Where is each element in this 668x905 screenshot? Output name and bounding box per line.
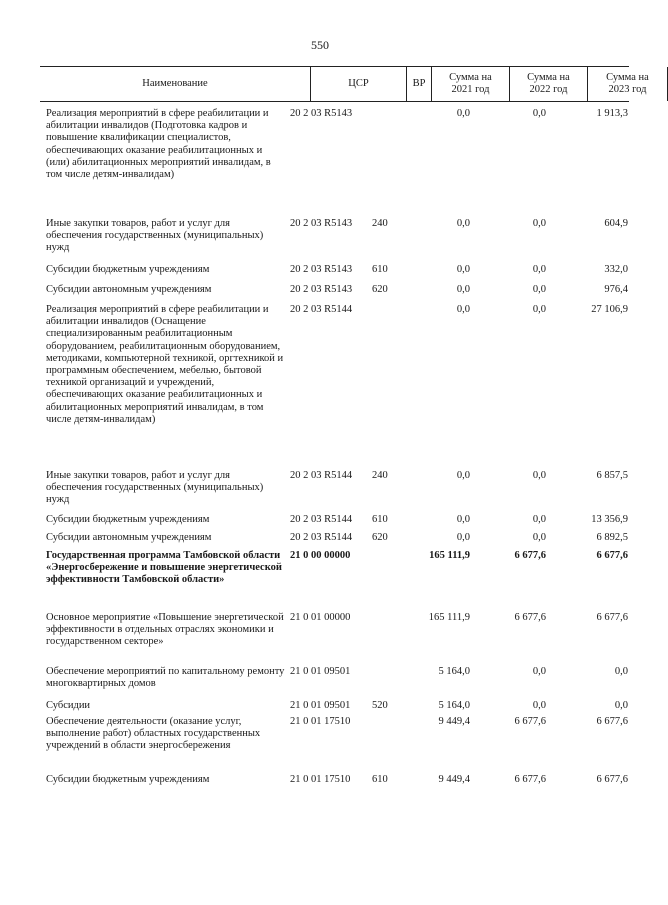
row-sum-2023: 976,4 (604, 284, 628, 295)
row-csr: 20 2 03 R5144 (290, 514, 353, 525)
row-csr: 20 2 03 R5144 (290, 304, 353, 315)
header-sum-2023: Сумма на 2023 год (587, 67, 668, 101)
header-sum-2021: Сумма на 2021 год (431, 67, 509, 101)
row-sum-2021: 0,0 (456, 108, 470, 119)
row-sum-2023: 6 677,6 (596, 774, 628, 785)
row-sum-2022: 0,0 (532, 666, 546, 677)
row-sum-2022: 0,0 (532, 218, 546, 229)
row-sum-2022: 6 677,6 (514, 550, 546, 561)
row-sum-2023: 332,0 (604, 264, 628, 275)
row-sum-2021: 9 449,4 (438, 716, 470, 727)
row-sum-2021: 5 164,0 (438, 700, 470, 711)
row-name: Субсидии бюджетным учреждениям (46, 774, 210, 785)
row-csr: 21 0 01 09501 (290, 666, 351, 677)
row-sum-2023: 27 106,9 (591, 304, 628, 315)
row-sum-2021: 0,0 (456, 218, 470, 229)
row-sum-2023: 1 913,3 (596, 108, 628, 119)
row-vr: 620 (372, 532, 388, 543)
row-sum-2021: 9 449,4 (438, 774, 470, 785)
row-csr: 20 2 03 R5143 (290, 264, 353, 275)
row-sum-2023: 0,0 (614, 666, 628, 677)
row-name: Субсидии (46, 700, 91, 711)
row-name: Субсидии бюджетным учреждениям (46, 514, 210, 525)
row-vr: 610 (372, 514, 388, 525)
row-name: Реализация мероприятий в сфере реабилитации и абилитации инвалидов (Подготовка кадров и повышение квалификации специалистов, обеспечивающих оказание реабилитационных и (или) абилитационных мероприятий инвалидам, в том числе детям-инвалидам) (46, 108, 271, 181)
page-number: 550 (311, 38, 329, 52)
row-csr: 21 0 01 00000 (290, 612, 351, 623)
row-sum-2022: 0,0 (532, 514, 546, 525)
row-sum-2023: 0,0 (614, 700, 628, 711)
row-sum-2022: 0,0 (532, 284, 546, 295)
row-vr: 610 (372, 264, 388, 275)
row-sum-2023: 6 677,6 (596, 550, 628, 561)
row-vr: 620 (372, 284, 388, 295)
row-sum-2022: 6 677,6 (514, 716, 546, 727)
row-csr: 21 0 01 09501 (290, 700, 351, 711)
row-sum-2023: 13 356,9 (591, 514, 628, 525)
row-vr: 520 (372, 700, 388, 711)
row-sum-2021: 0,0 (456, 532, 470, 543)
row-name: Обеспечение деятельности (оказание услуг, выполнение работ) областных государственных учреждений в области энергосбережения (46, 716, 261, 752)
row-sum-2021: 0,0 (456, 304, 470, 315)
row-sum-2021: 165 111,9 (429, 550, 470, 561)
row-name: Иные закупки товаров, работ и услуг для обеспечения государственных (муниципальных) нужд (46, 218, 264, 254)
row-csr: 20 2 03 R5144 (290, 470, 353, 481)
row-sum-2023: 604,9 (604, 218, 628, 229)
row-vr: 240 (372, 218, 388, 229)
header-sum-2022: Сумма на 2022 год (509, 67, 587, 101)
row-name: Субсидии автономным учреждениям (46, 532, 212, 543)
row-sum-2023: 6 892,5 (596, 532, 628, 543)
header-name: Наименование (142, 78, 208, 89)
row-csr: 20 2 03 R5144 (290, 532, 353, 543)
row-name: Основное мероприятие «Повышение энергетической эффективности в отдельных отраслях экономики и государственном секторе» (46, 612, 284, 648)
row-csr: 20 2 03 R5143 (290, 108, 353, 119)
row-sum-2021: 165 111,9 (428, 612, 470, 623)
row-sum-2022: 0,0 (532, 700, 546, 711)
row-sum-2021: 5 164,0 (438, 666, 470, 677)
row-sum-2023: 6 677,6 (596, 612, 628, 623)
row-sum-2021: 0,0 (456, 514, 470, 525)
row-sum-2022: 0,0 (532, 264, 546, 275)
row-sum-2022: 0,0 (532, 108, 546, 119)
row-name: Субсидии бюджетным учреждениям (46, 264, 210, 275)
row-name: Государственная программа Тамбовской области «Энергосбережение и повышение энергетической эффективности Тамбовской области» (46, 550, 282, 586)
row-vr: 240 (372, 470, 388, 481)
row-name: Обеспечение мероприятий по капитальному ремонту многоквартирных домов (46, 666, 285, 690)
row-name: Реализация мероприятий в сфере реабилитации и абилитации инвалидов (Оснащение специализированным реабилитационным оборудованием, реабилитационным оборудованием, методиками, компьютерной техникой, оргтехникой и программным обеспечением, мебелью, бытовой техникой организаций и учреждений, обеспечивающих оказание реабилитационных и абилитационных мероприятий инвалидам, в том числе детям-инвалидам) (46, 304, 284, 425)
row-sum-2022: 6 677,6 (514, 774, 546, 785)
row-sum-2022: 0,0 (532, 532, 546, 543)
row-csr: 20 2 03 R5143 (290, 284, 353, 295)
row-csr: 21 0 01 17510 (290, 774, 351, 785)
header-csr: ЦСР (310, 67, 406, 101)
row-sum-2022: 6 677,6 (514, 612, 546, 623)
row-sum-2021: 0,0 (456, 284, 470, 295)
row-sum-2021: 0,0 (456, 264, 470, 275)
row-name: Иные закупки товаров, работ и услуг для обеспечения государственных (муниципальных) нужд (46, 470, 264, 506)
row-sum-2022: 0,0 (532, 304, 546, 315)
row-name: Субсидии автономным учреждениям (46, 284, 212, 295)
header-vr: ВР (406, 67, 431, 101)
row-sum-2022: 0,0 (532, 470, 546, 481)
row-sum-2021: 0,0 (456, 470, 470, 481)
table-header (40, 66, 649, 102)
row-csr: 20 2 03 R5143 (290, 218, 353, 229)
row-csr: 21 0 00 00000 (290, 550, 351, 561)
row-sum-2023: 6 677,6 (596, 716, 628, 727)
row-csr: 21 0 01 17510 (290, 716, 351, 727)
row-vr: 610 (372, 774, 388, 785)
row-sum-2023: 6 857,5 (596, 470, 628, 481)
